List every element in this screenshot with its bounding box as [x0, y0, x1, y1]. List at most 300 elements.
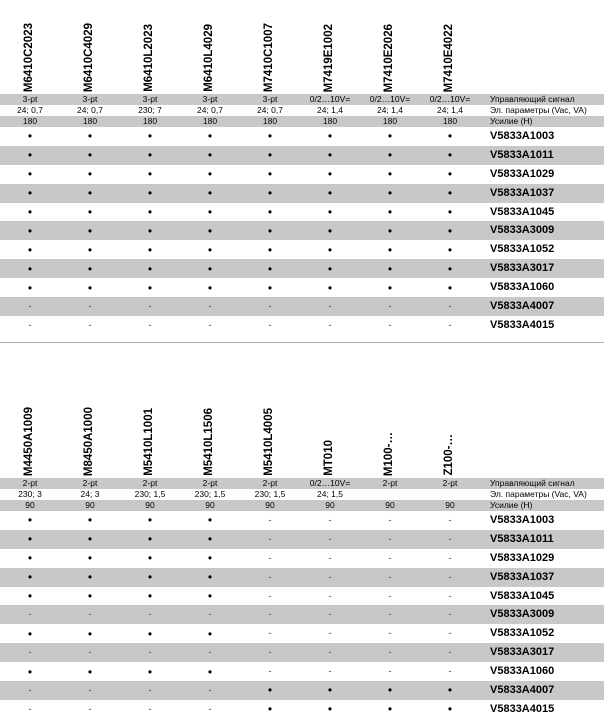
valve-part-number: V5833A1029 — [490, 551, 555, 564]
compatible-dot: • — [87, 532, 93, 547]
compatible-dot: • — [87, 280, 93, 295]
compatible-dot: • — [87, 129, 93, 144]
compatible-dot: • — [327, 186, 333, 201]
spec-cell: 180 — [262, 116, 278, 127]
model-label-text: M7419E1002 — [323, 23, 336, 92]
not-compatible-dash: - — [388, 319, 392, 330]
spec-cell: 24; 1,4 — [437, 105, 463, 116]
model-label-text: M5410L1506 — [203, 408, 216, 476]
compatible-dot: • — [87, 664, 93, 679]
compatible-dot: • — [387, 242, 393, 257]
compatible-dot: • — [447, 167, 453, 182]
not-compatible-dash: - — [268, 533, 272, 544]
spec-cell: 24; 1,4 — [377, 105, 403, 116]
not-compatible-dash: - — [448, 628, 452, 639]
table-row — [0, 605, 604, 624]
valve-part-number: V5833A1052 — [490, 627, 555, 640]
compatible-dot: • — [27, 532, 33, 547]
model-label — [22, 392, 38, 476]
table-row — [0, 297, 604, 316]
model-label-text: M5410L4005 — [263, 408, 276, 476]
spec-label: Управляющий сигнал — [490, 94, 575, 105]
spec-cell: 180 — [82, 116, 98, 127]
not-compatible-dash: - — [208, 684, 212, 695]
compatible-dot: • — [27, 205, 33, 219]
table-row — [0, 511, 604, 530]
compatible-dot: • — [87, 570, 93, 585]
spec-cell — [420, 489, 480, 500]
not-compatible-dash: - — [388, 609, 392, 620]
table-row — [0, 316, 604, 335]
spec-cell: 2-pt — [142, 478, 158, 489]
not-compatible-dash: - — [268, 666, 272, 677]
compatible-dot: • — [387, 223, 393, 238]
model-label — [262, 8, 278, 92]
spec-cell: 90 — [85, 500, 95, 511]
spec-cell: 2-pt — [382, 478, 398, 489]
compatible-dot: • — [147, 280, 153, 295]
spec-cell: 24; 0,7 — [197, 105, 223, 116]
spec-cell: 24; 0,7 — [257, 105, 283, 116]
spec-label: Усилие (Н) — [490, 500, 533, 511]
compatible-dot: • — [447, 205, 453, 219]
spec-cell: 3-pt — [202, 94, 218, 105]
not-compatible-dash: - — [148, 609, 152, 620]
table-row — [0, 184, 604, 203]
model-label-text: M8450A1000 — [83, 406, 96, 476]
compatible-dot: • — [147, 242, 153, 257]
compatible-dot: • — [387, 261, 393, 276]
not-compatible-dash: - — [328, 571, 332, 582]
spec-label: Управляющий сигнал — [490, 478, 575, 489]
not-compatible-dash: - — [448, 319, 452, 330]
table-row — [0, 700, 604, 719]
compatible-dot: • — [207, 242, 213, 257]
compatible-dot: • — [447, 242, 453, 257]
not-compatible-dash: - — [448, 533, 452, 544]
spec-cell: 3-pt — [22, 94, 38, 105]
spec-cell: 0/2…10V= — [309, 94, 351, 105]
compatible-dot: • — [147, 570, 153, 585]
not-compatible-dash: - — [328, 590, 332, 601]
spec-cell: 0/2…10V= — [309, 478, 351, 489]
spec-cell: 180 — [322, 116, 338, 127]
spec-cell: 2-pt — [22, 478, 38, 489]
compatible-dot: • — [207, 532, 213, 547]
not-compatible-dash: - — [328, 514, 332, 525]
spec-cell: 230; 7 — [138, 105, 162, 116]
compatible-dot: • — [27, 280, 33, 295]
compatible-dot: • — [87, 261, 93, 276]
model-label — [322, 392, 338, 476]
compatible-dot: • — [147, 664, 153, 679]
compatible-dot: • — [87, 148, 93, 163]
model-label-text: M100-… — [383, 431, 396, 476]
compatible-dot: • — [207, 129, 213, 144]
not-compatible-dash: - — [208, 703, 212, 714]
not-compatible-dash: - — [88, 609, 92, 620]
compatible-dot: • — [327, 205, 333, 219]
not-compatible-dash: - — [268, 300, 272, 311]
compatibility-table-1 — [0, 0, 604, 335]
model-label-text: M7410C1007 — [263, 22, 276, 92]
model-label-text: M6410L4029 — [203, 24, 216, 92]
compatible-dot: • — [387, 702, 393, 717]
spec-cell — [360, 489, 420, 500]
not-compatible-dash: - — [148, 319, 152, 330]
not-compatible-dash: - — [268, 628, 272, 639]
not-compatible-dash: - — [268, 552, 272, 563]
valve-part-number: V5833A1060 — [490, 665, 555, 678]
compatible-dot: • — [207, 551, 213, 566]
spec-rows — [0, 478, 604, 511]
not-compatible-dash: - — [268, 319, 272, 330]
not-compatible-dash: - — [448, 300, 452, 311]
model-label-text: M4450A1009 — [23, 406, 36, 476]
table-row — [0, 568, 604, 587]
table-row — [0, 681, 604, 700]
not-compatible-dash: - — [148, 684, 152, 695]
spec-row — [0, 105, 604, 116]
compatible-dot: • — [267, 683, 273, 698]
spec-cell: 230; 1,5 — [194, 489, 226, 500]
not-compatible-dash: - — [148, 647, 152, 658]
part-rows — [0, 511, 604, 719]
compatible-dot: • — [147, 551, 153, 566]
compatible-dot: • — [387, 186, 393, 201]
compatible-dot: • — [447, 280, 453, 295]
compatible-dot: • — [27, 513, 33, 528]
not-compatible-dash: - — [148, 300, 152, 311]
model-label-text: MT010 — [323, 440, 336, 476]
not-compatible-dash: - — [448, 590, 452, 601]
valve-part-number: V5833A1045 — [490, 589, 555, 602]
compatible-dot: • — [267, 280, 273, 295]
compatible-dot: • — [27, 570, 33, 585]
compatible-dot: • — [87, 626, 93, 641]
compatible-dot: • — [267, 261, 273, 276]
not-compatible-dash: - — [448, 571, 452, 582]
compatible-dot: • — [327, 280, 333, 295]
spec-row — [0, 116, 604, 127]
compatible-dot: • — [87, 205, 93, 219]
spec-cell: 2-pt — [82, 478, 98, 489]
not-compatible-dash: - — [388, 533, 392, 544]
model-header-row — [0, 0, 604, 94]
spec-cell: 3-pt — [82, 94, 98, 105]
table-row — [0, 587, 604, 606]
compatible-dot: • — [87, 223, 93, 238]
model-label-text: M6410L2023 — [143, 24, 156, 92]
compatible-dot: • — [27, 551, 33, 566]
not-compatible-dash: - — [28, 300, 32, 311]
not-compatible-dash: - — [448, 552, 452, 563]
valve-part-number: V5833A4007 — [490, 683, 555, 696]
spec-cell: 180 — [382, 116, 398, 127]
spec-row — [0, 489, 604, 500]
compatible-dot: • — [387, 280, 393, 295]
spec-cell: 230; 1,5 — [254, 489, 286, 500]
spec-row — [0, 94, 604, 105]
compatible-dot: • — [387, 205, 393, 219]
compatible-dot: • — [27, 167, 33, 182]
not-compatible-dash: - — [388, 628, 392, 639]
model-label-text: Z100-… — [443, 434, 456, 476]
compatible-dot: • — [387, 129, 393, 144]
compatible-dot: • — [207, 280, 213, 295]
not-compatible-dash: - — [28, 647, 32, 658]
not-compatible-dash: - — [28, 684, 32, 695]
compatible-dot: • — [327, 261, 333, 276]
compatible-dot: • — [447, 683, 453, 698]
valve-part-number: V5833A3017 — [490, 646, 555, 659]
not-compatible-dash: - — [88, 300, 92, 311]
model-label-text: M7410E4022 — [443, 23, 456, 92]
table-row — [0, 662, 604, 681]
compatible-dot: • — [447, 148, 453, 163]
compatible-dot: • — [147, 261, 153, 276]
compatible-dot: • — [447, 702, 453, 717]
compatible-dot: • — [27, 129, 33, 144]
compatible-dot: • — [387, 148, 393, 163]
table-row — [0, 165, 604, 184]
table-row — [0, 127, 604, 146]
model-label — [322, 8, 338, 92]
model-label — [142, 392, 158, 476]
compatible-dot: • — [447, 129, 453, 144]
compatible-dot: • — [207, 205, 213, 219]
part-rows — [0, 127, 604, 335]
compatible-dot: • — [327, 129, 333, 144]
model-label — [202, 8, 218, 92]
not-compatible-dash: - — [448, 609, 452, 620]
not-compatible-dash: - — [328, 552, 332, 563]
model-label — [442, 8, 458, 92]
table-row — [0, 624, 604, 643]
not-compatible-dash: - — [88, 684, 92, 695]
compatible-dot: • — [267, 205, 273, 219]
table-row — [0, 203, 604, 222]
compatible-dot: • — [327, 148, 333, 163]
model-label — [82, 8, 98, 92]
compatible-dot: • — [207, 513, 213, 528]
not-compatible-dash: - — [388, 552, 392, 563]
model-label — [382, 392, 398, 476]
compatible-dot: • — [267, 186, 273, 201]
spec-row — [0, 500, 604, 511]
not-compatible-dash: - — [28, 319, 32, 330]
compatible-dot: • — [147, 186, 153, 201]
spec-cell: 90 — [445, 500, 455, 511]
spec-cell: 180 — [22, 116, 38, 127]
table-row — [0, 240, 604, 259]
compatible-dot: • — [447, 223, 453, 238]
not-compatible-dash: - — [28, 609, 32, 620]
not-compatible-dash: - — [268, 590, 272, 601]
compatible-dot: • — [267, 167, 273, 182]
table-row — [0, 530, 604, 549]
model-label-text: M7410E2026 — [383, 23, 396, 92]
table-row — [0, 278, 604, 297]
compatible-dot: • — [87, 551, 93, 566]
not-compatible-dash: - — [208, 647, 212, 658]
compatible-dot: • — [447, 186, 453, 201]
spec-cell: 2-pt — [202, 478, 218, 489]
spec-cell: 0/2…10V= — [369, 94, 411, 105]
model-label — [382, 8, 398, 92]
spec-cell: 3-pt — [262, 94, 278, 105]
compatible-dot: • — [27, 626, 33, 641]
valve-part-number: V5833A4015 — [490, 318, 555, 331]
section-divider — [0, 342, 604, 343]
valve-part-number: V5833A1011 — [490, 532, 554, 545]
valve-part-number: V5833A1045 — [490, 205, 555, 218]
not-compatible-dash: - — [328, 300, 332, 311]
compatible-dot: • — [207, 570, 213, 585]
model-label-text: M5410L1001 — [143, 408, 156, 476]
spec-cell: 180 — [442, 116, 458, 127]
not-compatible-dash: - — [88, 703, 92, 714]
compatible-dot: • — [87, 167, 93, 182]
model-label — [442, 392, 458, 476]
compatible-dot: • — [87, 513, 93, 528]
spec-label: Эл. параметры (Vac, VA) — [490, 105, 587, 116]
not-compatible-dash: - — [388, 514, 392, 525]
not-compatible-dash: - — [268, 571, 272, 582]
model-label — [22, 8, 38, 92]
compatible-dot: • — [327, 702, 333, 717]
spec-rows — [0, 94, 604, 127]
compatible-dot: • — [207, 626, 213, 641]
valve-part-number: V5833A3009 — [490, 608, 555, 621]
compatible-dot: • — [147, 205, 153, 219]
spec-cell: 24; 3 — [80, 489, 100, 500]
compatible-dot: • — [87, 186, 93, 201]
not-compatible-dash: - — [328, 628, 332, 639]
model-label-text: M6410C2023 — [23, 22, 36, 92]
table-row — [0, 221, 604, 240]
not-compatible-dash: - — [328, 666, 332, 677]
valve-part-number: V5833A1060 — [490, 281, 555, 294]
compatible-dot: • — [207, 148, 213, 163]
spec-cell: 180 — [142, 116, 158, 127]
valve-part-number: V5833A3017 — [490, 262, 555, 275]
valve-part-number: V5833A1003 — [490, 129, 555, 142]
not-compatible-dash: - — [388, 300, 392, 311]
model-label — [142, 8, 158, 92]
compatible-dot: • — [27, 664, 33, 679]
not-compatible-dash: - — [328, 319, 332, 330]
compatible-dot: • — [147, 223, 153, 238]
not-compatible-dash: - — [208, 609, 212, 620]
valve-part-number: V5833A3009 — [490, 224, 555, 237]
compatible-dot: • — [267, 129, 273, 144]
not-compatible-dash: - — [448, 666, 452, 677]
compatible-dot: • — [327, 683, 333, 698]
spec-cell: 2-pt — [442, 478, 458, 489]
not-compatible-dash: - — [388, 647, 392, 658]
valve-part-number: V5833A1003 — [490, 513, 555, 526]
compatible-dot: • — [327, 167, 333, 182]
not-compatible-dash: - — [208, 319, 212, 330]
not-compatible-dash: - — [448, 514, 452, 525]
not-compatible-dash: - — [448, 647, 452, 658]
table-row — [0, 643, 604, 662]
compatible-dot: • — [27, 148, 33, 163]
not-compatible-dash: - — [88, 319, 92, 330]
compatible-dot: • — [27, 186, 33, 201]
model-label — [82, 392, 98, 476]
not-compatible-dash: - — [388, 571, 392, 582]
compatible-dot: • — [387, 683, 393, 698]
valve-part-number: V5833A1011 — [490, 148, 554, 161]
valve-part-number: V5833A4015 — [490, 702, 555, 715]
compatible-dot: • — [267, 242, 273, 257]
valve-part-number: V5833A4007 — [490, 299, 555, 312]
compatible-dot: • — [207, 589, 213, 603]
valve-part-number: V5833A1029 — [490, 167, 555, 180]
compatible-dot: • — [27, 223, 33, 238]
spec-cell: 90 — [265, 500, 275, 511]
compatible-dot: • — [87, 589, 93, 603]
compatible-dot: • — [87, 242, 93, 257]
not-compatible-dash: - — [328, 533, 332, 544]
not-compatible-dash: - — [268, 514, 272, 525]
valve-part-number: V5833A1037 — [490, 570, 555, 583]
spec-cell: 90 — [325, 500, 335, 511]
spec-cell: 24; 1,4 — [317, 105, 343, 116]
model-label-text: M6410C4029 — [83, 22, 96, 92]
spec-cell: 3-pt — [142, 94, 158, 105]
model-label — [262, 392, 278, 476]
compatible-dot: • — [207, 223, 213, 238]
compatible-dot: • — [207, 664, 213, 679]
model-label — [202, 392, 218, 476]
not-compatible-dash: - — [268, 647, 272, 658]
compatible-dot: • — [267, 148, 273, 163]
compatible-dot: • — [207, 186, 213, 201]
not-compatible-dash: - — [328, 609, 332, 620]
compatible-dot: • — [267, 702, 273, 717]
spec-row — [0, 478, 604, 489]
valve-part-number: V5833A1052 — [490, 243, 555, 256]
compatible-dot: • — [327, 223, 333, 238]
compatible-dot: • — [387, 167, 393, 182]
spec-cell: 0/2…10V= — [429, 94, 471, 105]
spec-cell: 230; 3 — [18, 489, 42, 500]
not-compatible-dash: - — [388, 590, 392, 601]
not-compatible-dash: - — [208, 300, 212, 311]
compatible-dot: • — [147, 167, 153, 182]
compatible-dot: • — [27, 261, 33, 276]
valve-part-number: V5833A1037 — [490, 186, 555, 199]
spec-cell: 90 — [385, 500, 395, 511]
compatible-dot: • — [147, 148, 153, 163]
model-header-row — [0, 384, 604, 478]
compatibility-table-2 — [0, 384, 604, 719]
compatible-dot: • — [147, 532, 153, 547]
not-compatible-dash: - — [28, 703, 32, 714]
spec-cell: 180 — [202, 116, 218, 127]
compatible-dot: • — [27, 589, 33, 603]
spec-cell: 230; 1,5 — [134, 489, 166, 500]
not-compatible-dash: - — [388, 666, 392, 677]
spec-label: Эл. параметры (Vac, VA) — [490, 489, 587, 500]
spec-cell: 24; 1,5 — [317, 489, 343, 500]
table-row — [0, 146, 604, 165]
table-row — [0, 259, 604, 278]
compatible-dot: • — [27, 242, 33, 257]
